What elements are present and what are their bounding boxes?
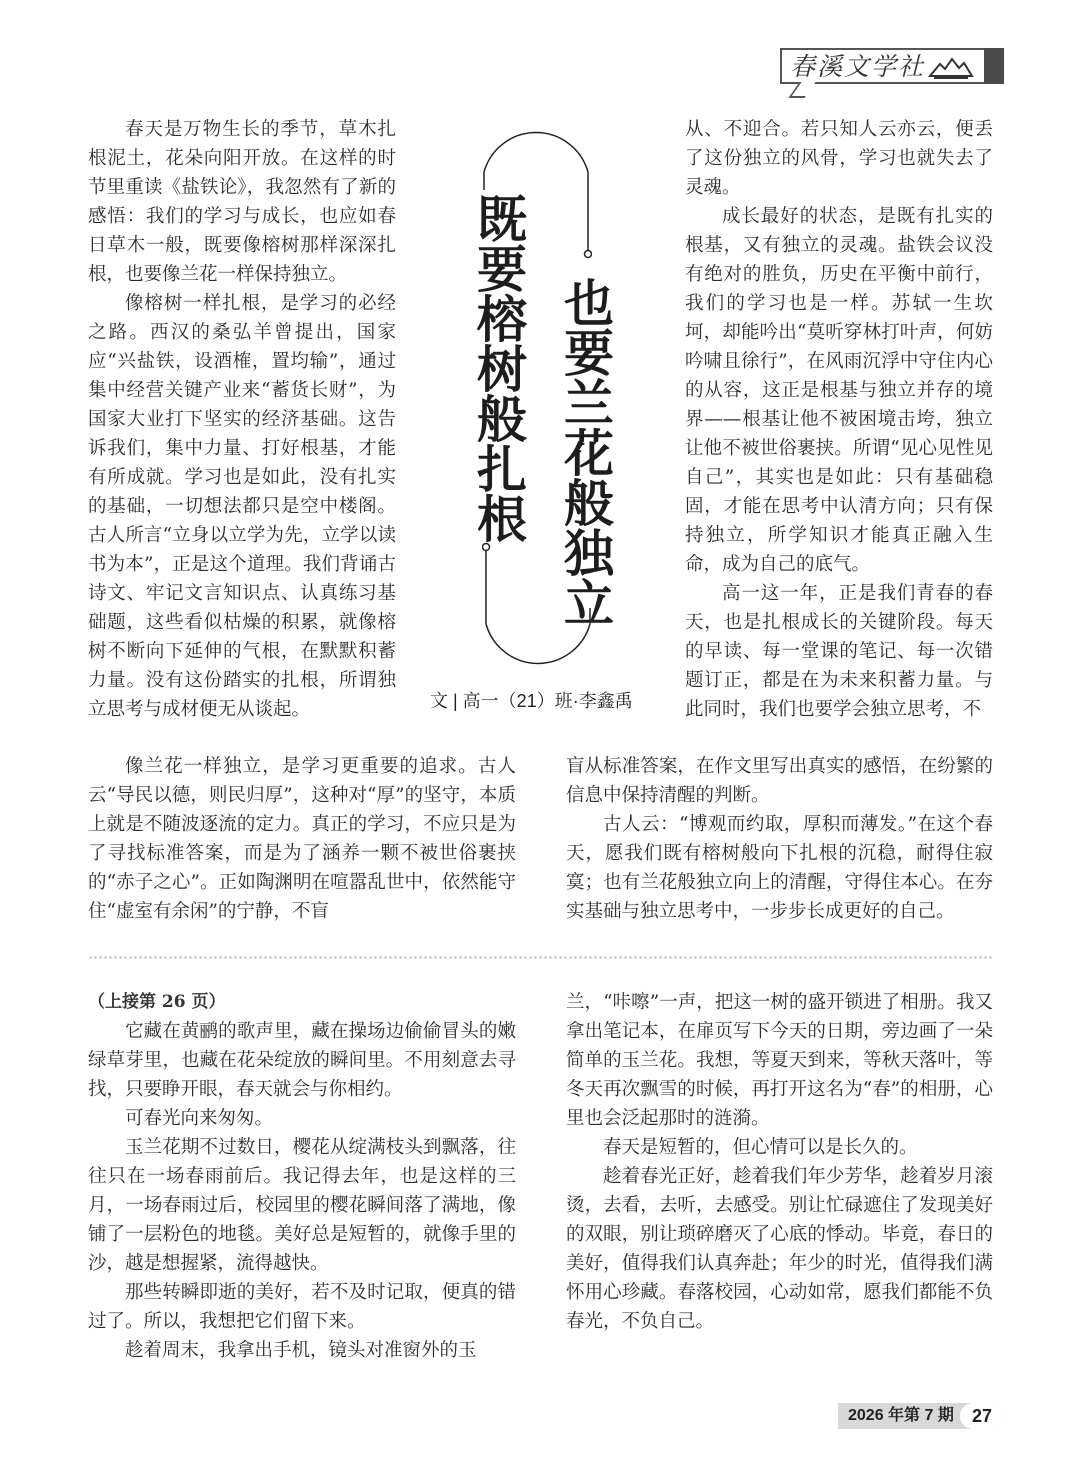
paragraph: 春天是短暂的，但心情可以是长久的。 <box>603 1137 918 1158</box>
issue-label: 2026 年第 7 期 <box>848 1407 954 1424</box>
page-number: 27 <box>960 1403 1004 1429</box>
badge-tail <box>788 82 815 98</box>
article-title-line1: 既要榕树般扎根 <box>469 193 528 543</box>
article-title-line2: 也要兰花般独立 <box>556 277 615 627</box>
article-lower-right <box>566 752 993 926</box>
dotted-divider <box>88 955 993 960</box>
continued-right-column <box>566 988 993 1336</box>
paragraph: 可春光向来匆匆。 <box>125 1108 274 1129</box>
page-footer <box>838 1403 1004 1429</box>
paragraph: 成长最好的状态，是既有扎实的根基，又有独立的灵魂。盐铁会议没有绝对的胜负，历史在平衡中前行，我们的学习也是一样。苏轼一生坎坷，却能吟出“莫听穿林打叶声，何妨吟啸且徐行”，在风雨沉浮中守住内心的从容，这正是根基与独立并存的境界——根基让他不被困境击垮，独立让他不被世俗裹挟。所谓“见心见性见自己”，其实也是如此：只有基础稳固，才能在思考中认清方向；只有保持独立，所学知识才能真正融入生命，成为自己的底气。 <box>685 206 993 575</box>
paragraph: 那些转瞬即逝的美好，若不及时记取，便真的错过了。所以，我想把它们留下来。 <box>88 1282 516 1332</box>
article-right-column <box>685 115 993 724</box>
paragraph: 它藏在黄鹂的歌声里，藏在操场边偷偷冒头的嫩绿草芽里，也藏在花朵绽放的瞬间里。不用刻意去寻找，只要睁开眼，春天就会与你相约。 <box>88 1021 516 1100</box>
paragraph: 兰，“咔嚓”一声，把这一树的盛开锁进了相册。我又拿出笔记本，在扉页写下今天的日期，旁边画了一朵简单的玉兰花。我想，等夏天到来，等秋天落叶，等冬天再次飘雪的时候，再打开这名为“春”的相册，心里也会泛起那时的涟漪。 <box>566 992 993 1129</box>
paragraph: 从、不迎合。若只知人云亦云，便丢了这份独立的风骨，学习也就失去了灵魂。 <box>685 119 993 198</box>
paragraph: 趁着周末，我拿出手机，镜头对准窗外的玉 <box>125 1340 477 1361</box>
mountain-icon <box>928 54 974 80</box>
continued-label: （上接第 26 页） <box>88 992 226 1012</box>
paragraph: 高一这一年，正是我们青春的春天，也是扎根成长的关键阶段。每天的早读、每一堂课的笔记、每一次错题订正，都是在为未来积蓄力量。与此同时，我们也要学会独立思考，不 <box>685 583 993 720</box>
paragraph: 盲从标准答案，在作文里写出真实的感悟，在纷繁的信息中保持清醒的判断。 <box>566 756 993 806</box>
paragraph: 趁着春光正好，趁着我们年少芳华，趁着岁月滚烫，去看，去听，去感受。别让忙碌遮住了发现美好的双眼，别让琐碎磨灭了心底的悸动。毕竟，春日的美好，值得我们认真奔赴；年少的时光，值得我们满怀用心珍藏。春落校园，心动如常，愿我们都能不负春光，不负自己。 <box>566 1166 993 1332</box>
paragraph: 玉兰花期不过数日，樱花从绽满枝头到飘落，往往只在一场春雨前后。我记得去年，也是这样的三月，一场春雨过后，校园里的樱花瞬间落了满地，像铺了一层粉色的地毯。美好总是短暂的，就像手里的沙，越是想握紧，流得越快。 <box>88 1137 516 1274</box>
paragraph: 像兰花一样独立，是学习更重要的追求。古人云“导民以德，则民归厚”，这种对“厚”的坚守，本质上就是不随波逐流的定力。真正的学习，不应只是为了寻找标准答案，而是为了涵养一颗不被世俗裹挟的“赤子之心”。正如陶渊明在喧嚣乱世中，依然能守住“虚室有余闲”的宁静，不盲 <box>88 756 516 922</box>
column-badge <box>780 48 1004 84</box>
article-lower-left <box>88 752 516 926</box>
byline: 文 | 高一（21）班·李鑫禹 <box>430 691 633 711</box>
continued-left-column <box>88 988 516 1365</box>
column-name: 春溪文学社 <box>790 52 926 81</box>
paragraph: 像榕树一样扎根，是学习的必经之路。西汉的桑弘羊曾提出，国家应“兴盐铁，设酒榷，置均输”，通过集中经营关键产业来“蓄货长财”，为国家大业打下坚实的经济基础。这告诉我们，集中力量、打好根基，才能有所成就。学习也是如此，没有扎实的基础，一切想法都只是空中楼阁。古人所言“立身以立学为先，立学以读书为本”，正是这个道理。我们背诵古诗文、牢记文言知识点、认真练习基础题，这些看似枯燥的积累，就像榕树不断向下延伸的气根，在默默积蓄力量。没有这份踏实的扎根，所谓独立思考与成材便无从谈起。 <box>88 293 396 720</box>
article-left-column <box>88 115 396 724</box>
badge-band <box>984 48 1004 84</box>
paragraph: 春天是万物生长的季节，草木扎根泥土，花朵向阳开放。在这样的时节里重读《盐铁论》，我忽然有了新的感悟：我们的学习与成长，也应如春日草木一般，既要像榕树那样深深扎根，也要像兰花一样保持独立。 <box>88 119 396 285</box>
paragraph: 古人云：“博观而约取，厚积而薄发。”在这个春天，愿我们既有榕树般向下扎根的沉稳，耐得住寂寞；也有兰花般独立向上的清醒，守得住本心。在夯实基础与独立思考中，一步步长成更好的自己。 <box>566 814 993 922</box>
